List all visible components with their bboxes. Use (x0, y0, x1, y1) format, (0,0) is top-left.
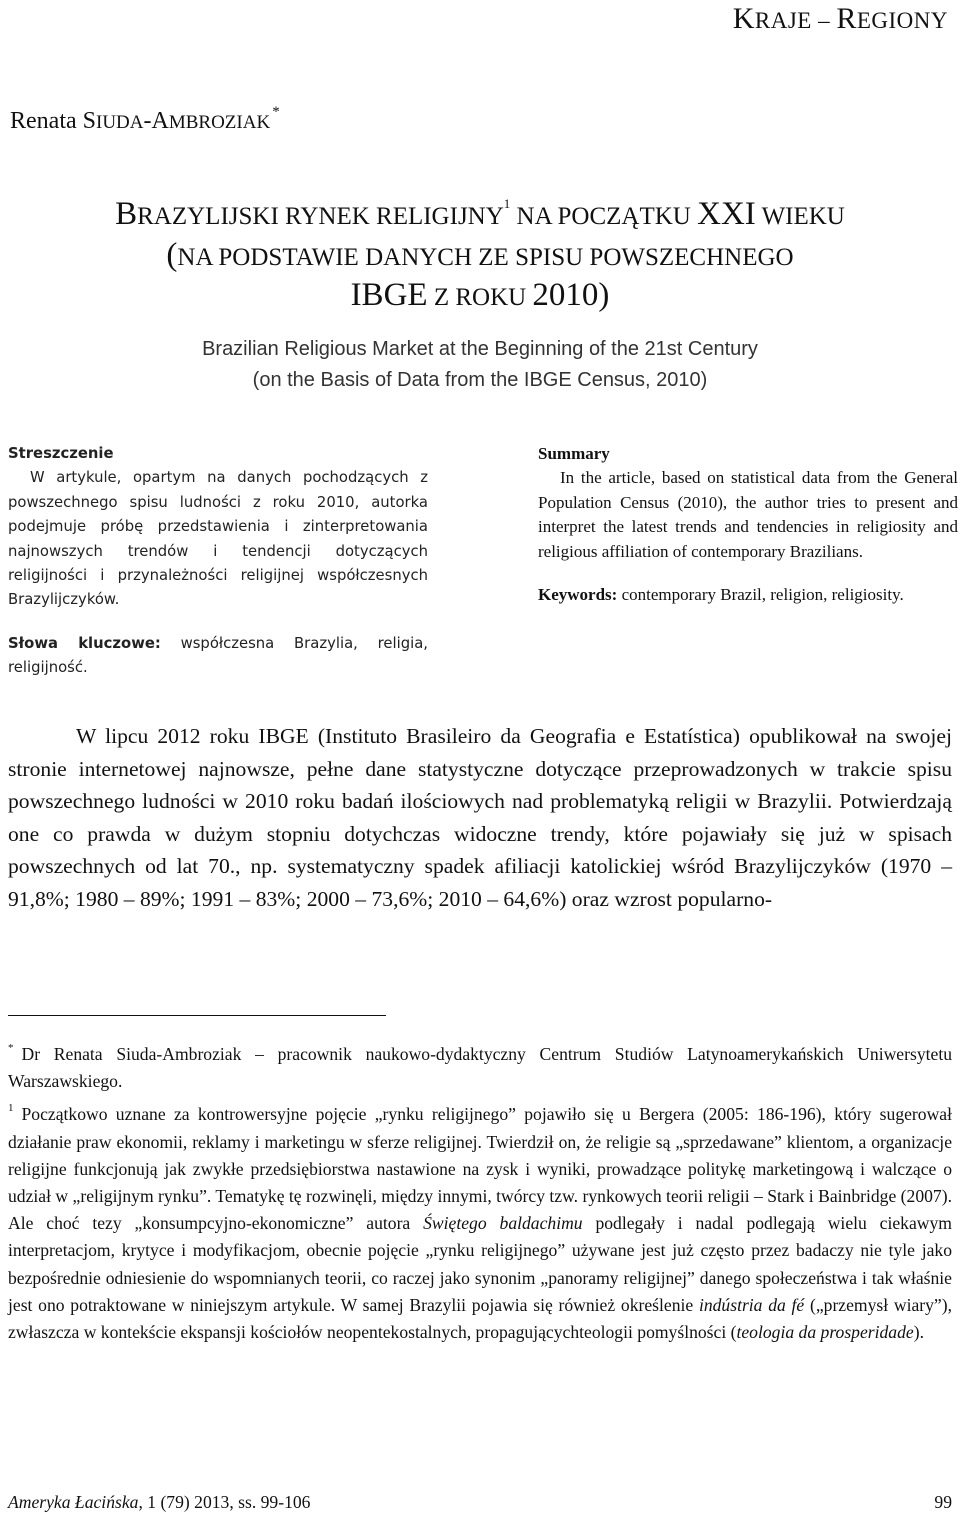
section-head-egiony: EGIONY (856, 8, 948, 33)
author-name (10, 104, 280, 135)
title-footnote-mark: 1 (503, 196, 511, 211)
abstract-polish (8, 442, 428, 681)
keywords-en (538, 583, 958, 607)
footnote-1-book-title: Świętego baldachimu (423, 1213, 583, 1234)
title-en-line-2: (on the Basis of Data from the IBGE Census, 2010) (252, 369, 708, 391)
footnote-1-text-g: ). (913, 1322, 924, 1343)
title-en-line-1: Brazilian Religious Market at the Beginning of the 21st Century (202, 338, 758, 360)
keywords-en-text: contemporary Brazil, religion, religiosity. (617, 585, 904, 605)
author-footnote-mark: * (272, 104, 280, 120)
author-first-name: Renata (10, 108, 83, 134)
footnote-author-mark: * (8, 1042, 14, 1054)
title-l1-initial: B (115, 196, 138, 232)
abstract-en-body: In the article, based on statistical data from the General Population Census (2010), the author tries to present and interpret the latest trends and tendencies in religiosity and religious affiliation of contemporary Brazilians. (538, 468, 958, 561)
keywords-pl (8, 632, 428, 681)
footnotes (8, 1035, 952, 1346)
title-pl-line-1 (0, 196, 960, 233)
title-l1-xxi: XXI (697, 196, 756, 232)
author-surname-initial-2: A (151, 108, 169, 134)
title-l1-text-a: RAZYLIJSKI RYNEK RELIGIJNY (137, 203, 504, 230)
section-head-initial-r: R (836, 2, 857, 35)
title-pl-line-2 (0, 237, 960, 274)
author-surname-part-2: MBROZIAK (168, 112, 271, 133)
title-pl-line-3 (0, 277, 960, 314)
keywords-en-label: Keywords: (538, 585, 618, 605)
body-paragraph: W lipcu 2012 roku IBGE (Instituto Brasileiro da Geografia e Estatística) opublikował na swojej stronie internetowej najnowsze, pełne dane statystyczne dotyczące przeprowadzonych w trakcie spisu powszechnego ludności w 2010 roku badań ilościowych nad problematyką religii w Brazylii. Potwierdzają one co prawda w dużym stopniu dotychczas widoczne trendy, które pojawiały się już w spisach powszechnych od lat 70., np. systematyczny spadek afiliacji katolickiej wśród Brazylijczyków (1970 – 91,8%; 1980 – 89%; 1991 – 83%; 2000 – 73,6%; 2010 – 64,6%) oraz wzrost popularno- (8, 724, 952, 911)
author-surname-part-1: IUDA (96, 112, 144, 133)
footnote-1-term-industria: indústria da fé (698, 1294, 805, 1315)
footer-journal-name: Ameryka Łacińska (8, 1492, 139, 1512)
footnote-separator (8, 1015, 386, 1016)
footnote-1-text-e: („przemysł wiary”), zwłaszcza w kontekście ekspansji kościołów neopentekostalnych, propagującychteologii pomyślności ( (8, 1294, 952, 1343)
footnote-1 (8, 1095, 952, 1346)
footnote-1-text-a: Początkowo uznane za kontrowersyjne pojęcie „rynku religijnego” pojawiło się u Bergera (2005: 186-196), który sugerował działanie praw ekonomii, reklamy i marketingu w sferze religijnej. Twierdził on, że religie są „sprzedawane” klientom, a organizacje religijne funkcjonują jak zwykłe przedsiębiorstwa nastawione na zysk i wyniki, prowadzące politykę marketingową i walczące o udział w „religijnym rynku”. Tematykę tę rozwinęli, między innymi, twórcy tzw. rynkowych teorii religii – Stark i Bainbridge (2007). Ale choć tezy „konsumpcyjno-ekonomiczne” autora (8, 1104, 952, 1234)
page-number: 99 (934, 1492, 952, 1512)
section-head-raje: RAJE (754, 8, 812, 33)
section-head-initial-k: K (732, 2, 755, 35)
title-l1-text-c: NA POCZĄTKU (510, 203, 698, 230)
author-surname-initial-1: S (82, 108, 96, 134)
title-l2-paren: ( (166, 237, 178, 273)
title-l3-year: 2010) (532, 277, 610, 313)
footer-citation: , 1 (79) 2013, ss. 99-106 (138, 1492, 311, 1512)
title-l3-ibge: IBGE (350, 277, 428, 313)
title-l3-z-roku: Z ROKU (427, 284, 533, 311)
footnote-1-mark: 1 (8, 1102, 14, 1115)
footnote-1-term-teologia: teologia da prosperidade (736, 1322, 914, 1343)
abstract-english (538, 442, 958, 607)
abstract-pl-heading: Streszczenie (8, 445, 114, 462)
abstract-pl-body: W artykule, opartym na danych pochodzących z powszechnego spisu ludności z roku 2010, autorka podejmuje próbę przedstawienia i zinterpretowania najnowszych trendów i tendencji dotyczących religijności i przynależności religijnej współczesnych Brazylijczyków. (8, 469, 428, 609)
footnote-author-text: Dr Renata Siuda-Ambroziak – pracownik naukowo-dydaktyczny Centrum Studiów Latynoamerykańskich Uniwersytetu Warszawskiego. (8, 1044, 952, 1092)
section-head-dash: – (811, 8, 837, 33)
keywords-pl-label: Słowa kluczowe: (8, 634, 161, 652)
footnote-author (8, 1035, 952, 1095)
keywords-pl-text: współczesna Brazylia, religia, religijność. (8, 634, 428, 677)
author-surname-hyphen: - (143, 108, 152, 134)
title-l1-text-d: WIEKU (755, 203, 845, 230)
page-footer (8, 1492, 952, 1513)
section-running-head (733, 2, 948, 36)
footnote-1-text-c: podlegały i nadal podlegają wielu ciekawym interpretacjom, krytyce i modyfikacjom, obecnie pojęcie „rynku religijnego” używane jest już często przez badaczy nie tyle jako bezpośrednie odniesienie do wspomnianych teorii, co raczej jako synonim „panoramy religijnej” danego społeczeństwa i tak właśnie jest ono potraktowane w niniejszym artykule. W samej Brazylii pojawia się również określenie (8, 1213, 952, 1315)
title-l2-text: NA PODSTAWIE DANYCH ZE SPISU POWSZECHNEGO (177, 244, 794, 271)
abstract-en-heading: Summary (538, 444, 610, 463)
